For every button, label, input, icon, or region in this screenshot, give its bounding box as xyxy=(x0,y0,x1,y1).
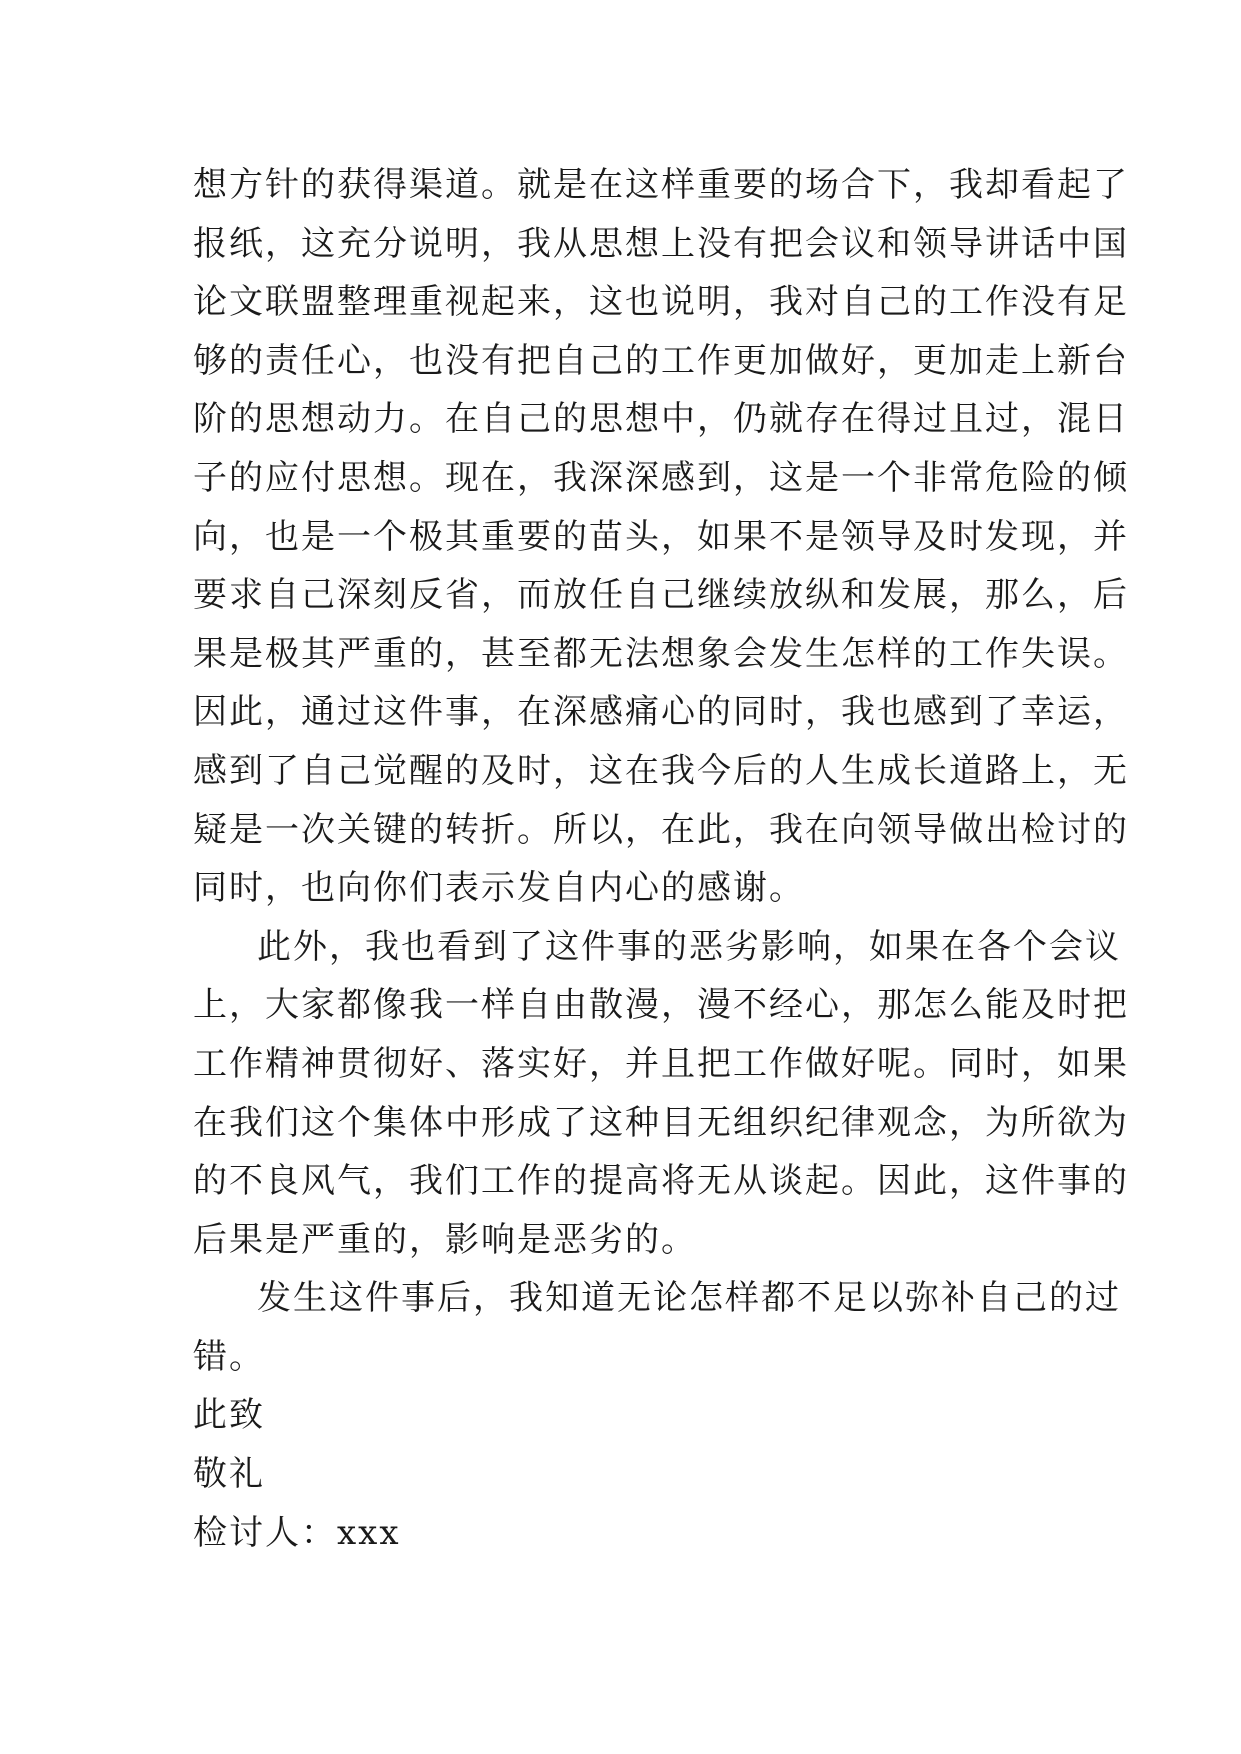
signature-line: 检讨人：xxx xyxy=(193,1512,401,1553)
paragraph-2-line: 在我们这个集体中形成了这种目无组织纪律观念，为所欲为 xyxy=(193,1102,1129,1143)
document-body xyxy=(193,156,1129,1562)
paragraph-1-line: 子的应付思想。现在，我深深感到，这是一个非常危险的倾 xyxy=(193,457,1129,498)
paragraph-1-line: 感到了自己觉醒的及时，这在我今后的人生成长道路上，无 xyxy=(193,750,1129,791)
paragraph-1-line: 果是极其严重的，甚至都无法想象会发生怎样的工作失误。 xyxy=(193,633,1129,674)
salutation-text: 敬礼 xyxy=(193,1454,265,1495)
paragraph-2-line: 上，大家都像我一样自由散漫，漫不经心，那怎么能及时把 xyxy=(193,985,1129,1026)
closing-text: 此致 xyxy=(193,1395,265,1436)
paragraph-1-line: 报纸，这充分说明，我从思想上没有把会议和领导讲话中国 xyxy=(193,223,1129,264)
paragraph-2-line: 后果是严重的，影响是恶劣的。 xyxy=(193,1219,697,1260)
paragraph-2-line: 的不良风气，我们工作的提高将无从谈起。因此，这件事的 xyxy=(193,1161,1129,1202)
paragraph-1-line: 想方针的获得渠道。就是在这样重要的场合下，我却看起了 xyxy=(193,165,1129,205)
paragraph-1-line: 同时，也向你们表示发自内心的感谢。 xyxy=(193,868,805,909)
paragraph-1-line: 因此，通过这件事，在深感痛心的同时，我也感到了幸运， xyxy=(193,692,1129,733)
paragraph-1-line: 够的责任心，也没有把自己的工作更加做好，更加走上新台 xyxy=(193,340,1129,381)
paragraph-3-line: 错。 xyxy=(193,1336,265,1377)
paragraph-1-line: 向，也是一个极其重要的苗头，如果不是领导及时发现，并 xyxy=(193,516,1129,557)
paragraph-2-line: 此外，我也看到了这件事的恶劣影响，如果在各个会议 xyxy=(257,926,1121,967)
paragraph-3-line: 发生这件事后，我知道无论怎样都不足以弥补自己的过 xyxy=(257,1278,1121,1319)
paragraph-1-line: 疑是一次关键的转折。所以，在此，我在向领导做出检讨的 xyxy=(193,809,1129,850)
paragraph-2-line: 工作精神贯彻好、落实好，并且把工作做好呢。同时，如果 xyxy=(193,1043,1129,1084)
paragraph-1-line: 论文联盟整理重视起来，这也说明，我对自己的工作没有足 xyxy=(193,282,1129,323)
paragraph-1-line: 阶的思想动力。在自己的思想中，仍就存在得过且过，混日 xyxy=(193,399,1129,440)
paragraph-1-line: 要求自己深刻反省，而放任自己继续放纵和发展，那么，后 xyxy=(193,575,1129,616)
